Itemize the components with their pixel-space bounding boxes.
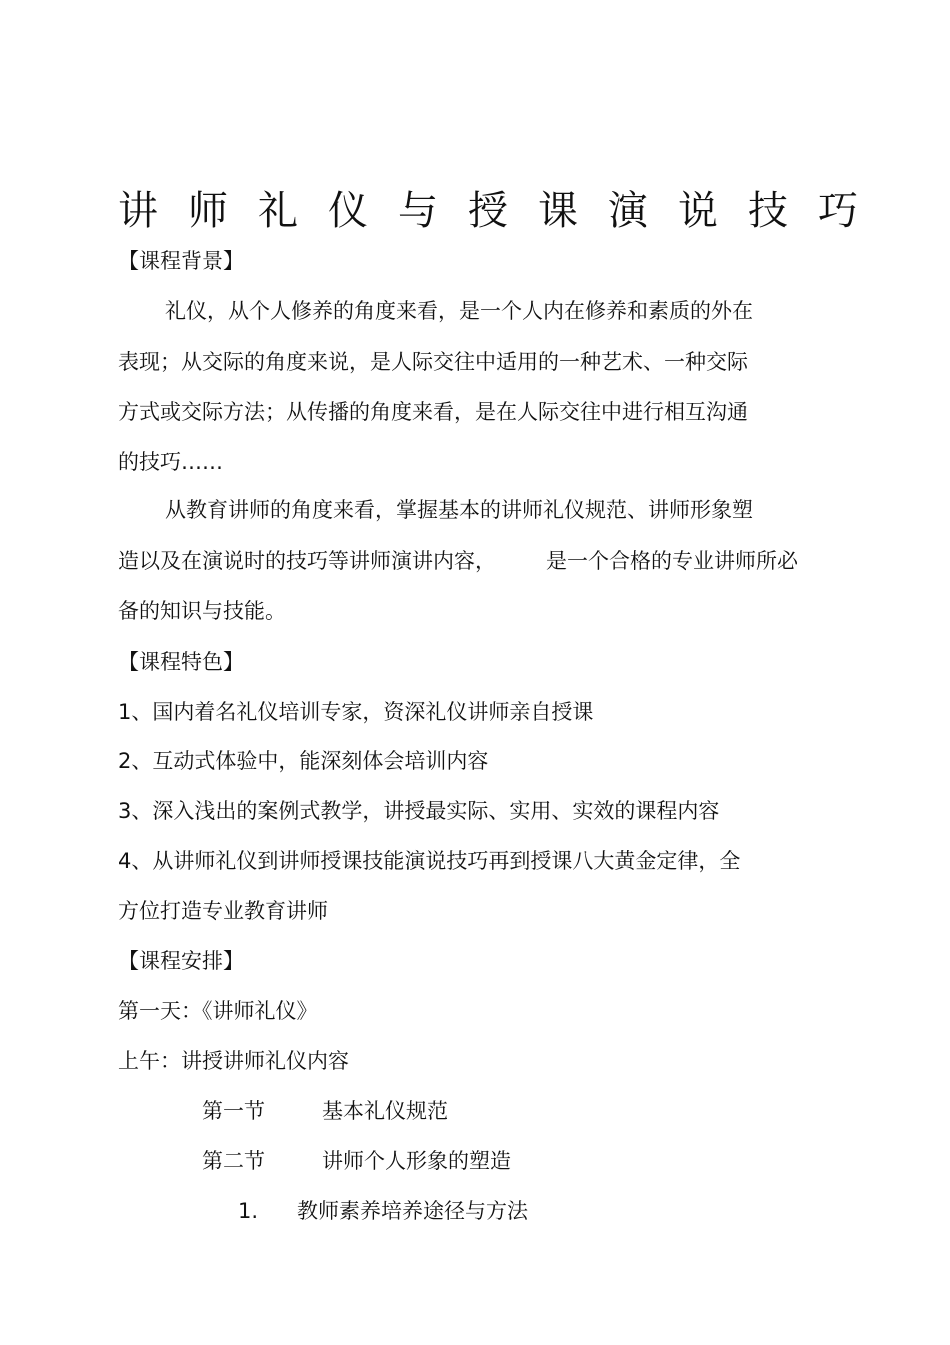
feature-item-4-cont: 方位打造专业教育讲师 [118,899,328,923]
schedule-heading: 【课程安排】 [118,949,244,973]
background-para2-line3: 备的知识与技能。 [118,599,286,623]
background-para2-line2b: 是一个合格的专业讲师所必 [546,549,798,573]
document-title: 讲师礼仪与授课演说技巧 [118,187,888,234]
subitem-1-text: 教师素养培养途径与方法 [297,1199,528,1223]
section-2-title: 讲师个人形象的塑造 [322,1149,511,1173]
section-1-label: 第一节 [202,1099,265,1123]
background-para1-line3: 方式或交际方法；从传播的角度来看，是在人际交往中进行相互沟通 [118,400,748,424]
background-heading: 【课程背景】 [118,249,244,273]
background-para2-line2a: 造以及在演说时的技巧等讲师演讲内容， [118,549,496,573]
subitem-1-number: 1. [238,1199,259,1223]
features-heading: 【课程特色】 [118,650,244,674]
feature-item-3: 3、深入浅出的案例式教学，讲授最实际、实用、实效的课程内容 [118,799,720,823]
background-para1-line2: 表现；从交际的角度来说，是人际交往中适用的一种艺术、一种交际 [118,350,748,374]
schedule-morning: 上午：讲授讲师礼仪内容 [118,1049,349,1073]
background-para1-line4: 的技巧…… [118,450,223,474]
section-2-label: 第二节 [202,1149,265,1173]
background-para2-line1: 从教育讲师的角度来看，掌握基本的讲师礼仪规范、讲师形象塑 [165,498,753,522]
feature-item-2: 2、互动式体验中，能深刻体会培训内容 [118,749,489,773]
feature-item-4: 4、从讲师礼仪到讲师授课技能演说技巧再到授课八大黄金定律，全 [118,849,741,873]
background-para1-line1: 礼仪，从个人修养的角度来看，是一个人内在修养和素质的外在 [165,299,753,323]
schedule-day1: 第一天：《讲师礼仪》 [118,999,318,1023]
feature-item-1: 1、国内着名礼仪培训专家，资深礼仪讲师亲自授课 [118,700,594,724]
section-1-title: 基本礼仪规范 [322,1099,448,1123]
